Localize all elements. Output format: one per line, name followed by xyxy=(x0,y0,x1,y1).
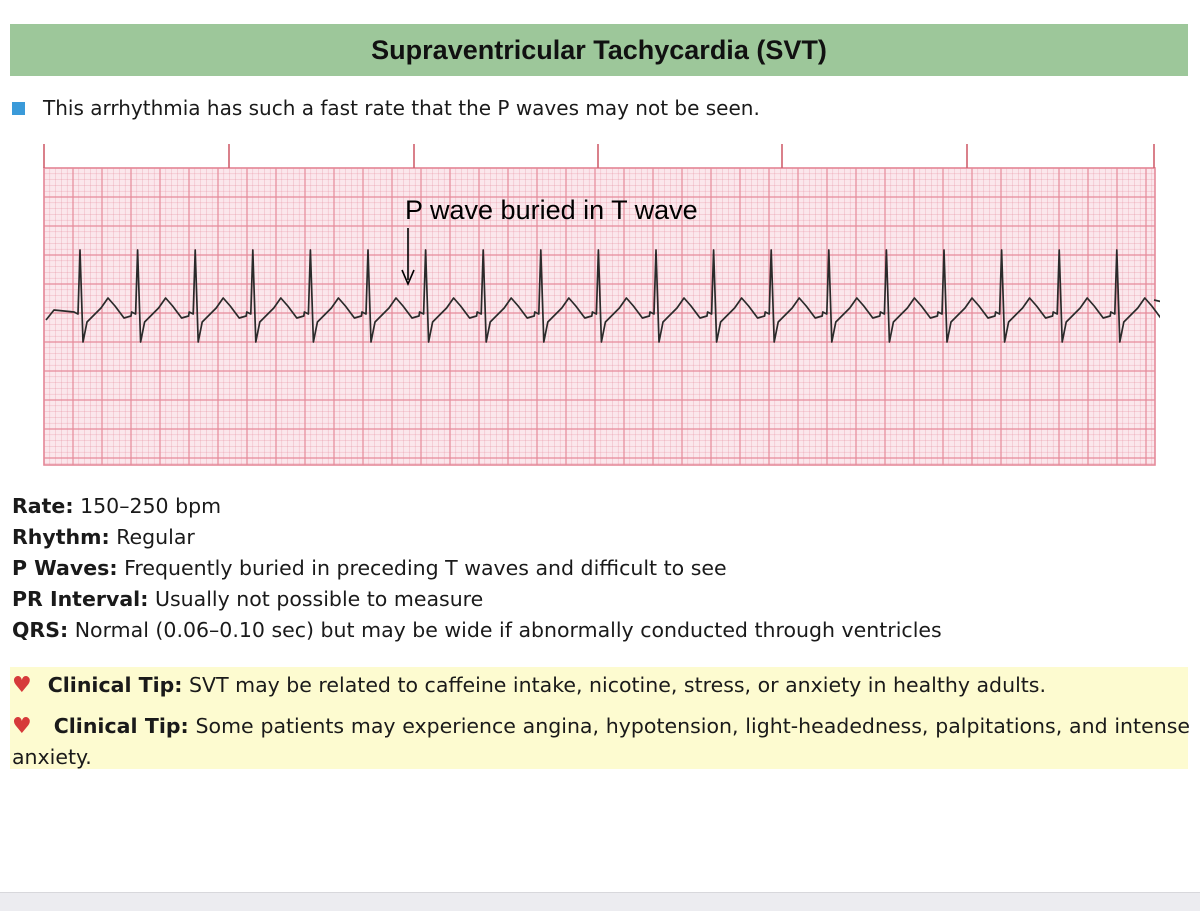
spec-label: PR Interval xyxy=(12,587,141,611)
spec-label: QRS xyxy=(12,618,60,642)
spec-value: Usually not possible to measure xyxy=(154,587,484,611)
spec-rhythm: Rhythm: Regular xyxy=(12,525,195,549)
ecg-strip xyxy=(40,140,1160,470)
page-title: Supraventricular Tachycardia (SVT) xyxy=(371,34,827,65)
spec-pr-interval: PR Interval: Usually not possible to measure xyxy=(12,587,484,611)
ecg-annotation: P wave buried in T wave xyxy=(405,195,698,225)
tip-label: Clinical Tip xyxy=(47,673,175,697)
spec-label: P Waves xyxy=(12,556,110,580)
spec-value: Frequently buried in preceding T waves and difficult to see xyxy=(124,556,727,580)
spec-value: Normal (0.06–0.10 sec) but may be wide if abnormally conducted through ventricles xyxy=(74,618,942,642)
intro-text: This arrhythmia has such a fast rate that the P waves may not be seen. xyxy=(43,96,760,120)
heart-icon: ♥ xyxy=(12,714,32,739)
rhythm-criteria xyxy=(12,491,942,646)
tip-text: SVT may be related to caffeine intake, nicotine, stress, or anxiety in healthy adults. xyxy=(189,673,1046,697)
ecg-time-marks xyxy=(44,144,1154,168)
spec-value: 150–250 bpm xyxy=(80,494,222,518)
intro-line xyxy=(12,93,760,123)
spec-label: Rhythm xyxy=(12,525,102,549)
clinical-tip: ♥ Clinical Tip: SVT may be related to caffeine intake, nicotine, stress, or anxiety in healthy adults. xyxy=(12,673,1046,698)
spec-p-waves: P Waves: Frequently buried in preceding T waves and difficult to see xyxy=(12,556,727,580)
spec-qrs: QRS: Normal (0.06–0.10 sec) but may be wide if abnormally conducted through ventricles xyxy=(12,618,942,642)
clinical-tip: ♥ Clinical Tip: Some patients may experience angina, hypotension, light-headedness, palpitations, and intense anxiety. xyxy=(12,711,1190,773)
square-bullet-icon xyxy=(12,102,25,115)
tip-text: Some patients may experience angina, hypotension, light-headedness, palpitations, and intense anxiety. xyxy=(12,714,1190,769)
title-banner xyxy=(10,24,1188,76)
clinical-tips xyxy=(10,667,1188,769)
spec-value: Regular xyxy=(116,525,195,549)
tip-label: Clinical Tip xyxy=(53,714,181,738)
bottom-scroll-edge xyxy=(0,892,1200,911)
ecg-strip-svg xyxy=(40,140,1160,470)
heart-icon: ♥ xyxy=(12,673,32,698)
spec-rate: Rate: 150–250 bpm xyxy=(12,494,222,518)
spec-label: Rate xyxy=(12,494,66,518)
